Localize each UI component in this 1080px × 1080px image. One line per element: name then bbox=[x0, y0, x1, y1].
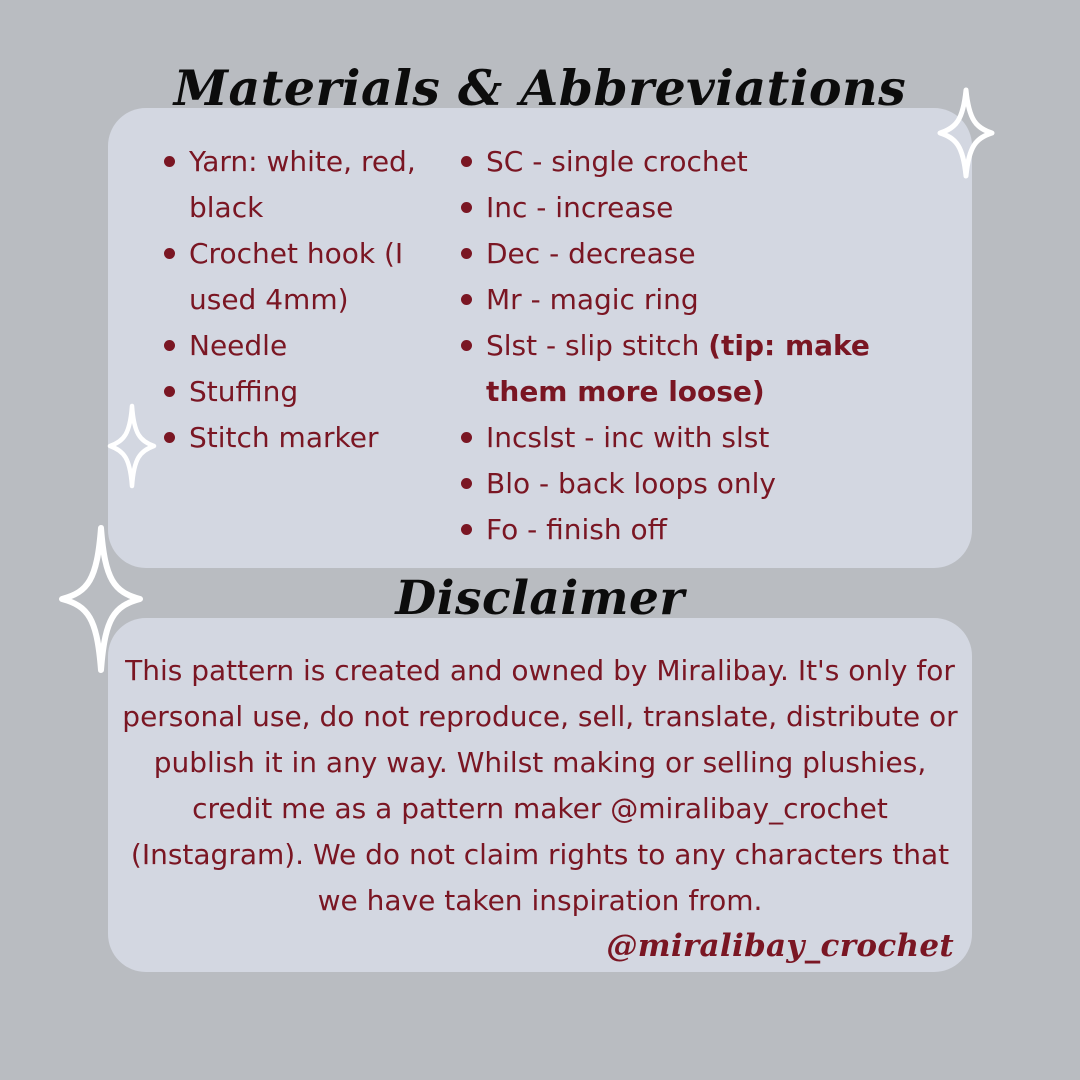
materials-title: Materials & Abbreviations bbox=[173, 59, 907, 117]
list-item bbox=[163, 139, 433, 231]
item-text: Slst - slip stitch bbox=[486, 329, 709, 362]
item-text: SC - single crochet bbox=[486, 145, 748, 178]
list-item bbox=[460, 507, 955, 553]
item-text: Inc - increase bbox=[486, 191, 674, 224]
list-item bbox=[163, 231, 433, 323]
materials-list bbox=[163, 139, 433, 461]
bullet-icon bbox=[461, 248, 472, 259]
item-text: Crochet hook (I used 4mm) bbox=[189, 237, 404, 316]
sparkle-icon bbox=[56, 522, 146, 676]
item-text: Stuffing bbox=[189, 375, 299, 408]
bullet-icon bbox=[164, 248, 175, 259]
bullet-icon bbox=[164, 340, 175, 351]
item-text: Stitch marker bbox=[189, 421, 379, 454]
list-item bbox=[460, 277, 955, 323]
bullet-icon bbox=[461, 524, 472, 535]
bullet-icon bbox=[461, 202, 472, 213]
item-text: Incslst - inc with slst bbox=[486, 421, 770, 454]
bullet-icon bbox=[164, 156, 175, 167]
tip-text: (tip: make them more loose) bbox=[486, 329, 870, 408]
disclaimer-title: Disclaimer bbox=[395, 571, 685, 626]
bullet-icon bbox=[461, 156, 472, 167]
sparkle-icon bbox=[104, 400, 160, 492]
list-item bbox=[460, 415, 955, 461]
bullet-icon bbox=[164, 432, 175, 443]
list-item bbox=[163, 323, 433, 369]
item-text: Mr - magic ring bbox=[486, 283, 699, 316]
list-item bbox=[460, 185, 955, 231]
bullet-icon bbox=[461, 340, 472, 351]
bullet-icon bbox=[164, 386, 175, 397]
list-item bbox=[163, 415, 433, 461]
item-text: Blo - back loops only bbox=[486, 467, 776, 500]
sparkle-icon bbox=[934, 84, 998, 182]
list-item bbox=[460, 323, 955, 415]
bullet-icon bbox=[461, 478, 472, 489]
item-text: Dec - decrease bbox=[486, 237, 696, 270]
list-item bbox=[460, 139, 955, 185]
list-item bbox=[460, 461, 955, 507]
abbreviations-list bbox=[460, 139, 955, 553]
item-text: Fo - finish off bbox=[486, 513, 667, 546]
disclaimer-text: This pattern is created and owned by Miralibay. It's only for personal use, do not reproduce, sell, translate, distribute or publish it in any way. Whilst making or selling plushies, credit me as a pattern maker @miralibay_crochet (Instagram). We do not claim rights to any characters that we have taken inspiration from. bbox=[122, 654, 958, 917]
bullet-icon bbox=[461, 432, 472, 443]
signature: @miralibay_crochet bbox=[606, 928, 954, 964]
list-item bbox=[163, 369, 433, 415]
bullet-icon bbox=[461, 294, 472, 305]
list-item bbox=[460, 231, 955, 277]
item-text: Needle bbox=[189, 329, 288, 362]
item-text: Yarn: white, red, black bbox=[189, 145, 416, 224]
